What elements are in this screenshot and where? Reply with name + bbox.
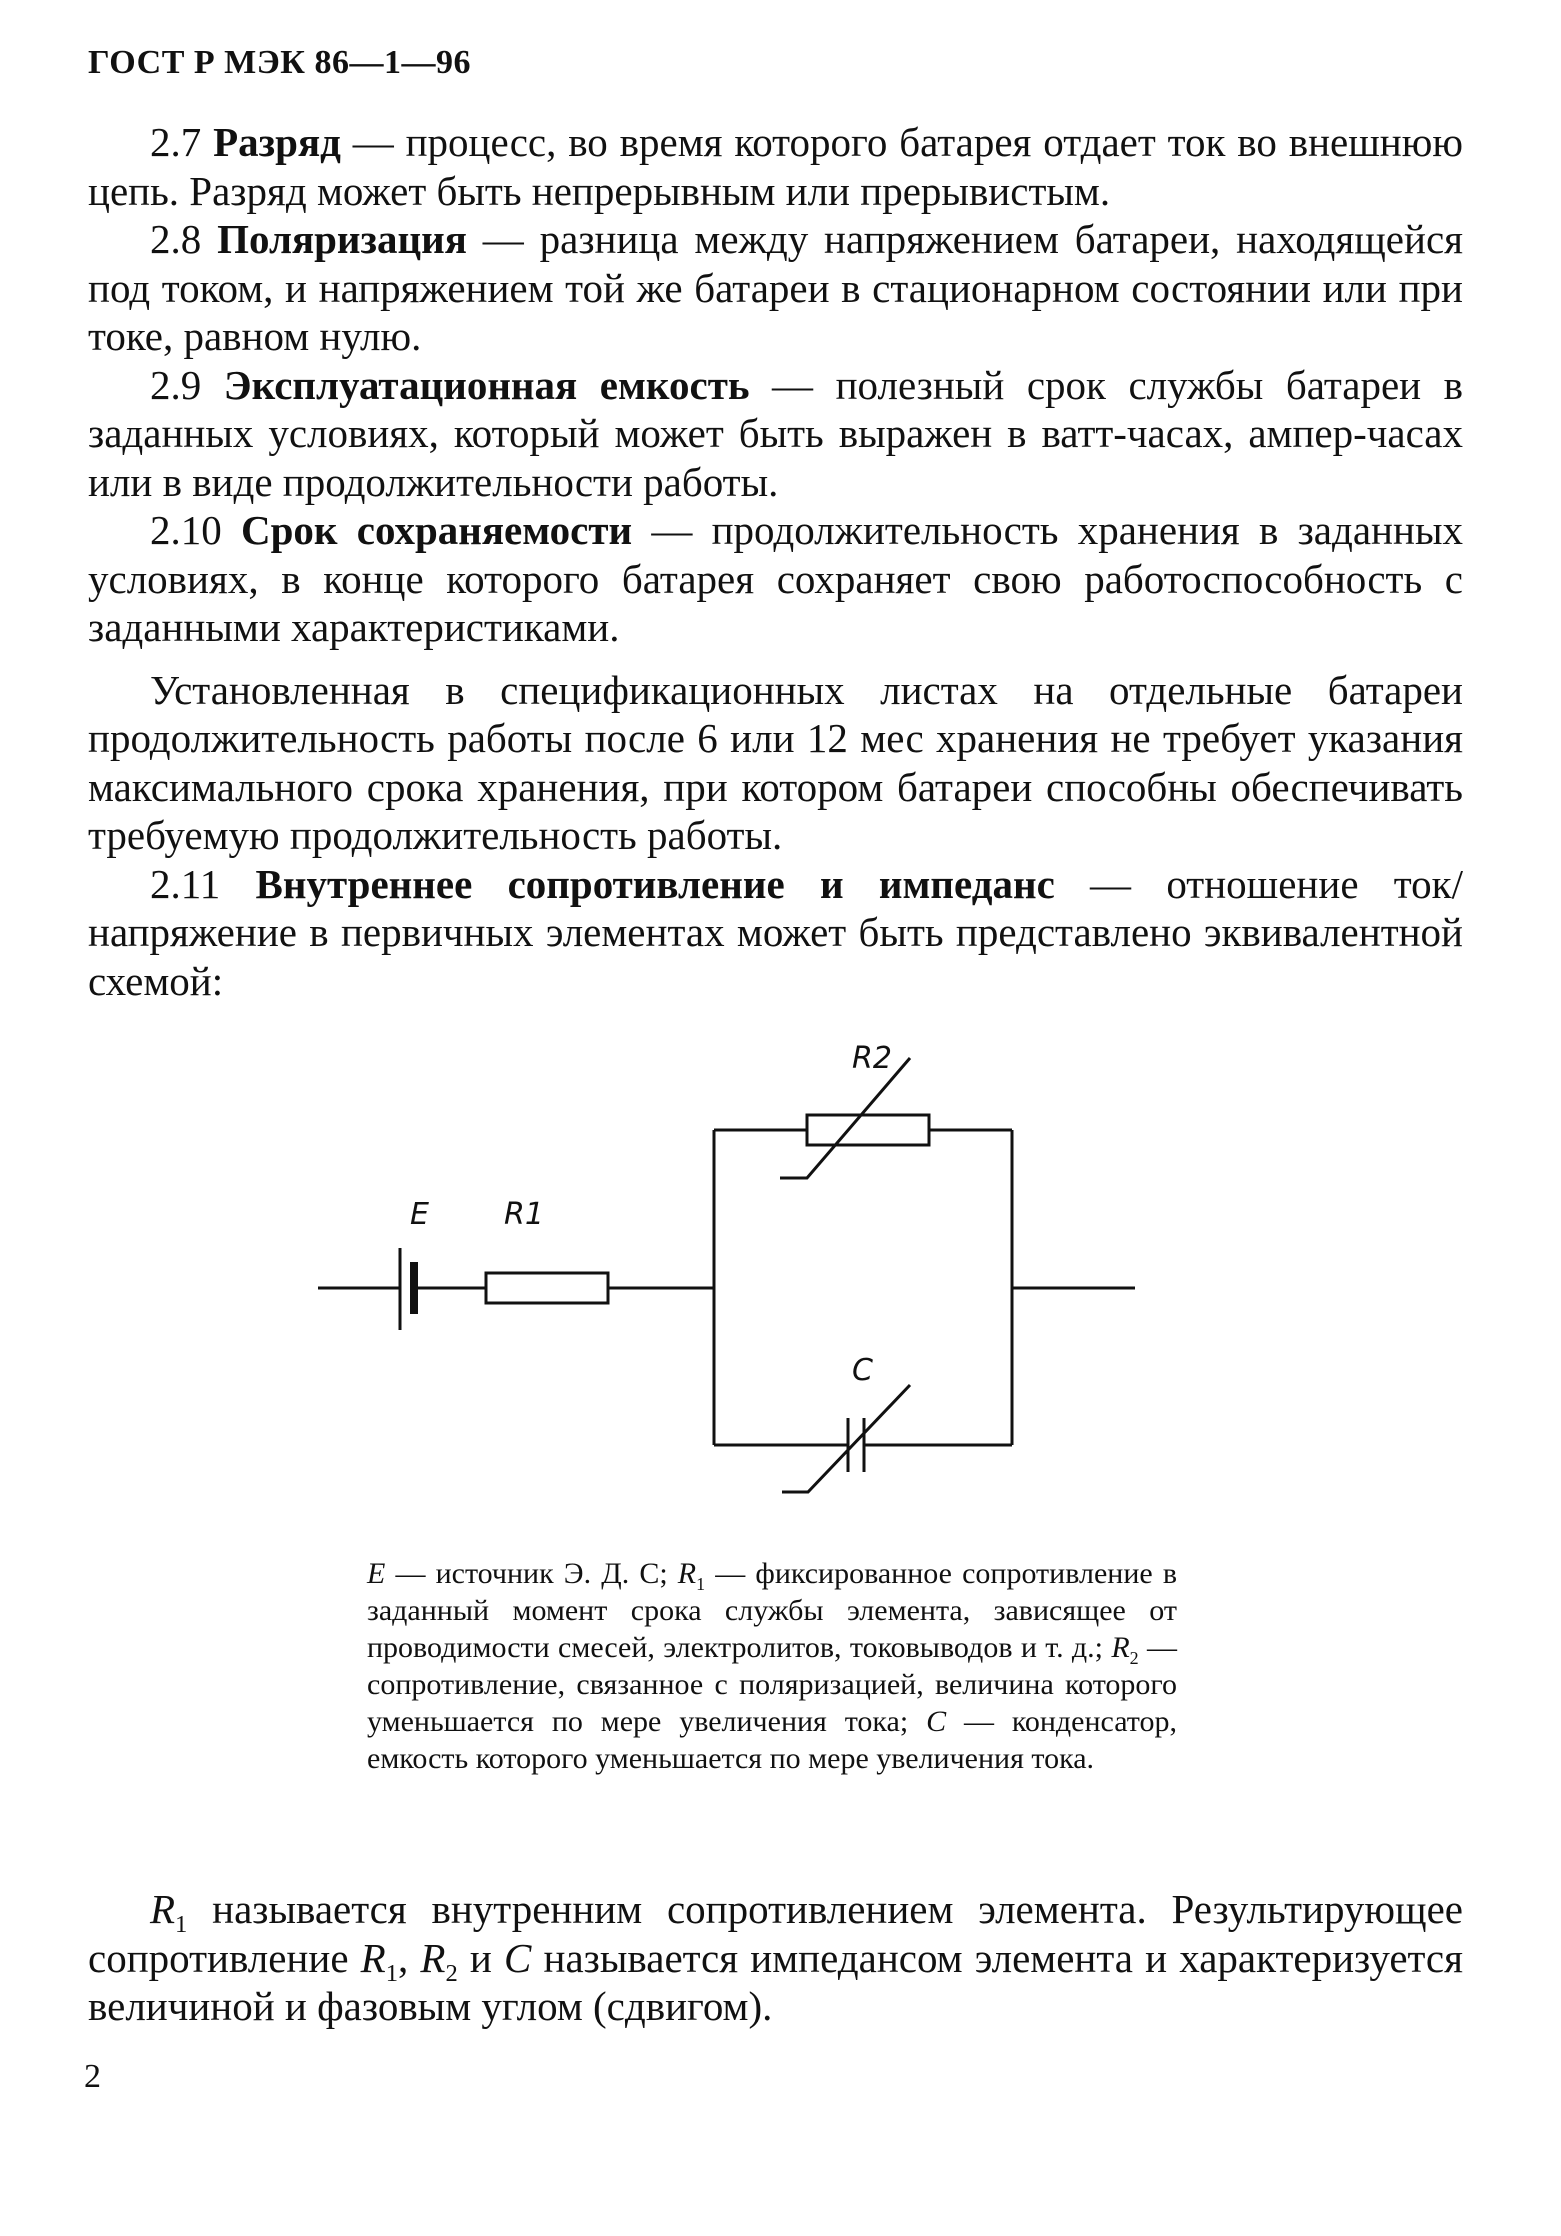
sub: 2 xyxy=(445,1959,458,1987)
section-2-8 xyxy=(88,215,1463,361)
caption-part: — фиксированное сопротивление в заданный момент срока службы элемента, зависящее от проводимости смесей, электролитов, токовыводов и т. д.; xyxy=(367,1557,1177,1664)
section-2-9 xyxy=(88,361,1463,507)
note-paragraph: Установленная в спецификационных листах на отдельные батареи продолжительность работы после 6 или 12 мес хранения не требует указания максимального срока хранения, при котором батареи способны обеспечивать требуемую продолжительность работы. xyxy=(88,666,1463,858)
figure-caption xyxy=(367,1555,1177,1777)
section-number: 2.10 xyxy=(150,507,222,553)
conclusion-text xyxy=(88,1885,1463,2031)
symbol-c: C xyxy=(504,1934,532,1981)
section-2-11 xyxy=(88,860,1463,1006)
caption-symbol-r: R xyxy=(677,1557,697,1590)
section-number: 2.9 xyxy=(150,361,202,408)
c-variable-arrow xyxy=(782,1385,910,1492)
body-text xyxy=(88,118,1463,1005)
symbol-r: R xyxy=(420,1934,446,1981)
sub: 1 xyxy=(175,1911,188,1939)
label-c: C xyxy=(852,1353,873,1388)
caption-symbol-r: R xyxy=(1111,1631,1130,1664)
resistor-r2 xyxy=(807,1115,929,1145)
label-r1: R1 xyxy=(504,1197,544,1232)
sub: 1 xyxy=(385,1959,399,1987)
symbol-r: R xyxy=(360,1934,386,1981)
section-number: 2.7 xyxy=(150,119,202,165)
term-internal-resistance: Внутреннее сопротивление и импеданс xyxy=(255,860,1055,907)
section-2-7 xyxy=(88,118,1463,215)
section-number: 2.8 xyxy=(150,216,202,262)
term-service-capacity: Эксплуатационная емкость xyxy=(223,361,750,408)
definition-text: — полезный срок службы батареи в заданных условиях, который может быть выражен в ватт-часах, ампер-часах или в виде продолжительности работы. xyxy=(88,361,1463,505)
term-discharge: Разряд xyxy=(213,119,341,165)
caption-symbol-e: E xyxy=(367,1557,386,1590)
symbol-r: R xyxy=(150,1886,176,1932)
caption-sub: 1 xyxy=(696,1574,706,1594)
equivalent-circuit-figure xyxy=(300,1040,1200,1520)
caption-text xyxy=(367,1555,1177,1777)
conclusion-paragraph xyxy=(88,1885,1463,2031)
conclusion-part: называется импедансом элемента и характеризуется величиной и фазовым углом (сдвигом). xyxy=(88,1934,1463,2029)
label-r2: R2 xyxy=(852,1041,892,1076)
resistor-r1 xyxy=(486,1273,608,1303)
caption-part: — сопротивление, связанное с поляризацией, величина которого уменьшается по мере увеличения тока; xyxy=(367,1631,1177,1738)
conclusion-part: называется внутренним сопротивлением элемента. Результирующее сопротивление xyxy=(88,1886,1463,1981)
caption-sub: 2 xyxy=(1129,1648,1139,1668)
caption-part: — источник Э. Д. С; xyxy=(385,1557,678,1590)
section-2-10 xyxy=(88,506,1463,652)
caption-symbol-c: C xyxy=(926,1705,947,1738)
definition-text: — отношение ток/напряжение в первичных элементах может быть представлено эквивалентной схемой: xyxy=(88,860,1463,1004)
label-e: E xyxy=(410,1197,429,1232)
caption-part: — конденсатор, емкость которого уменьшается по мере увеличения тока. xyxy=(367,1705,1177,1775)
page-header: ГОСТ Р МЭК 86—1—96 xyxy=(88,44,471,81)
conclusion-part: , xyxy=(398,1934,421,1981)
page-number: 2 xyxy=(84,2058,101,2095)
conclusion-part: и xyxy=(457,1934,505,1981)
r2-variable-arrow xyxy=(780,1058,910,1178)
section-number: 2.11 xyxy=(150,860,221,907)
term-shelf-life: Срок сохраняемости xyxy=(241,507,633,553)
definition-text: — процесс, во время которого батарея отдает ток во внешнюю цепь. Разряд может быть непрерывным или прерывистым. xyxy=(88,119,1464,214)
definition-text: — разница между напряжением батареи, находящейся под током, и напряжением той же батареи в стационарном состоянии или при токе, равном нулю. xyxy=(88,216,1464,359)
definition-text: — продолжительность хранения в заданных условиях, в конце которого батарея сохраняет свою работоспособность с заданными характеристиками. xyxy=(88,507,1463,650)
term-polarization: Поляризация xyxy=(217,216,467,262)
circuit-diagram xyxy=(300,1040,1200,1520)
